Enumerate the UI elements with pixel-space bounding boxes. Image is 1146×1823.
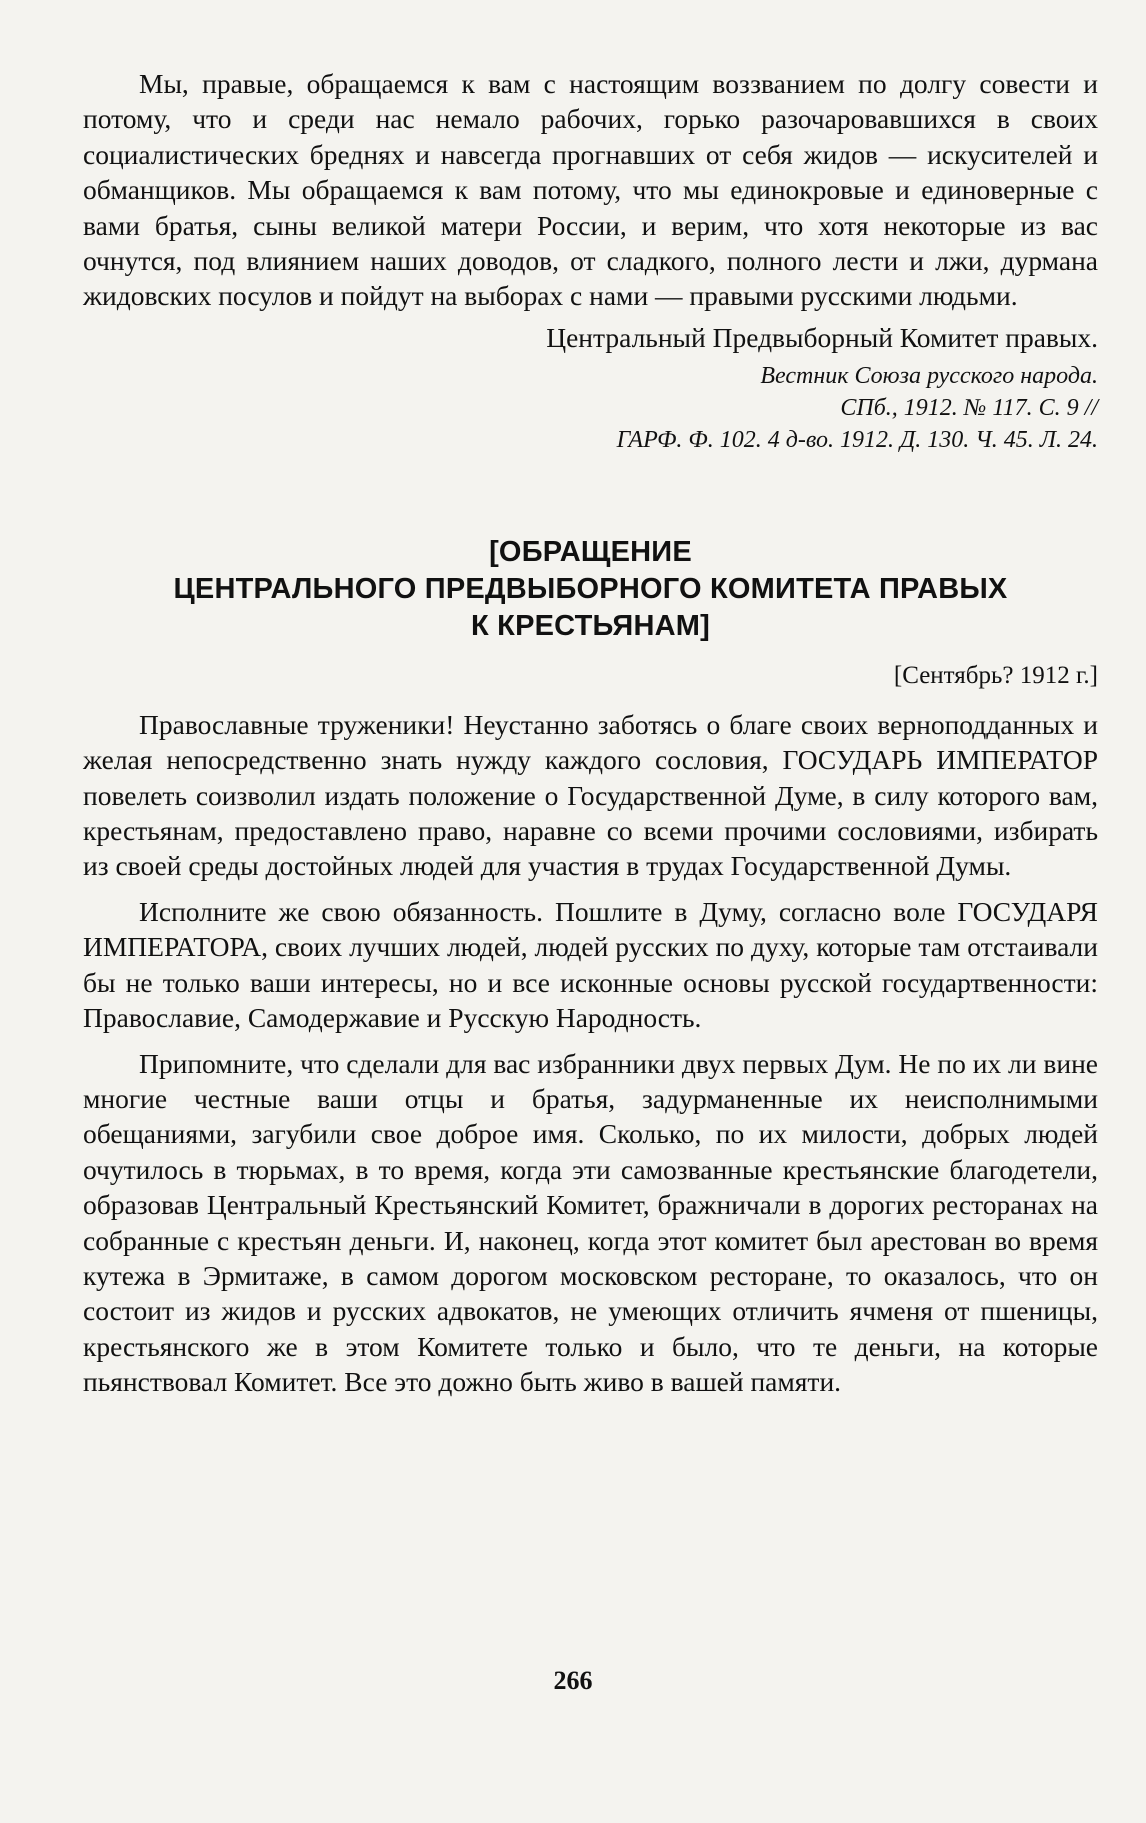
citation-line-1: Вестник Союза русского народа.: [760, 362, 1098, 389]
text-column: [83, 66, 1098, 1400]
heading-line-1: [ОБРАЩЕНИЕ: [489, 535, 692, 568]
intro-paragraph: Мы, правые, обращаемся к вам с настоящим воззванием по долгу совести и потому, что и среди нас немало рабочих, горько разочаровавшихся в своих социалистических бреднях и навсегда прогнавших от себя жидов — искусителей и обманщиков. Мы обращаемся к вам потому, что мы единокровые и единоверные с вами братья, сыны великой матери России, и верим, что хотя некоторые из вас очнутся, под влиянием наших доводов, от сладкого, полного лести и лжи, дурмана жидовских посулов и пойдут на выборах с нами — правыми русскими людьми.: [83, 68, 1098, 312]
paragraph-3: Припомните, что сделали для вас избранники двух первых Дум. Не по их ли вине многие честные ваши отцы и братья, задурманенные их неисполнимыми обещаниями, загубили свое доброе имя. Сколько, по их милости, добрых людей очутилось в тюрьмах, в то время, когда эти самозванные крестьянские благодетели, образовав Центральный Крестьянский Комитет, бражничали в дорогих ресторанах на собранные с крестьян деньги. И, наконец, когда этот комитет был арестован во время кутежа в Эрмитаже, в самом дорогом московском ресторане, то оказалось, что он состоит из жидов и русских адвокатов, не умеющих отличить ячменя от пшеницы, крестьянского же в этом Комитете только и было, что те деньги, на которые пьянствовал Комитет. Все это дожно быть живо в вашей памяти.: [83, 1047, 1098, 1398]
citation-line-2: СПб., 1912. № 117. С. 9 //: [840, 394, 1098, 421]
heading-line-3: К КРЕСТЬЯНАМ]: [471, 609, 710, 642]
page-number: 266: [553, 1666, 593, 1695]
paragraph-2: Исполните же свою обязанность. Пошлите в Думу, согласно воле ГОСУДАРЯ ИМПЕРАТОРА, своих лучших людей, людей русских по духу, которые там отстаивали бы не только ваши интересы, но и все исконные основы русской государтвенности: Православие, Самодержавие и Русскую Народность.: [83, 895, 1098, 1034]
document-date: [Сентябрь? 1912 г.]: [893, 661, 1098, 689]
section-heading: [83, 534, 1098, 645]
heading-line-2: ЦЕНТРАЛЬНОГО ПРЕДВЫБОРНОГО КОМИТЕТА ПРАВЫХ: [173, 572, 1008, 605]
paragraph-1: Православные труженики! Неустанно заботясь о благе своих верноподданных и желая непосредственно знать нужду каждого сословия, ГОСУДАРЬ ИМПЕРАТОР повелеть соизволил издать положение о Государственной Думе, в силу которого вам, крестьянам, предоставлено право, наравне со всеми прочими сословиями, избирать из своей среды достойных людей для участия в трудах Государственной Думы.: [83, 708, 1098, 882]
citation-line-3: ГАРФ. Ф. 102. 4 д-во. 1912. Д. 130. Ч. 45. Л. 24.: [616, 426, 1098, 453]
signature: Центральный Предвыборный Комитет правых.: [546, 321, 1098, 353]
